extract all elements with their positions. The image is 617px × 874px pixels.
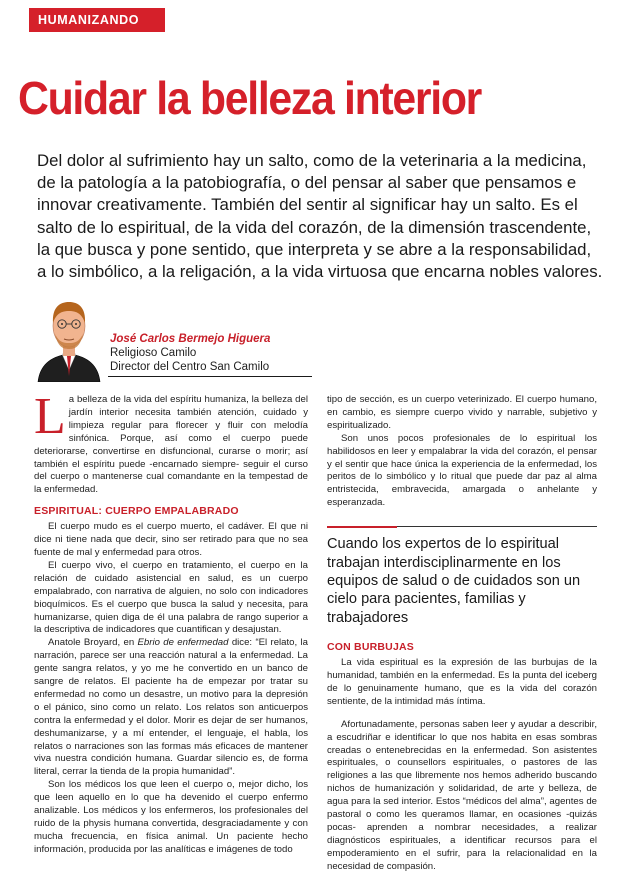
author-portrait: [34, 290, 104, 382]
article-title: Cuidar la belleza interior: [18, 72, 482, 124]
paragraph: tipo de sección, es un cuerpo veterinizado. El cuerpo humano, en cambio, es siempre cuerpo vivido y narrable, subjetivo y espiritualizado.: [327, 394, 597, 431]
paragraph: La vida espiritual es la expresión de las burbujas de la humanidad, también en la enfermedad. Es la punta del iceberg de lo genuinamente humano, que es la vida del corazón sentiente, de la intimidad más íntima.: [327, 657, 597, 707]
author-position: Director del Centro San Camilo: [110, 361, 270, 373]
subheading: ESPIRITUAL: CUERPO EMPALABRADO: [34, 505, 239, 518]
author-divider: [108, 376, 312, 377]
paragraph: Son unos pocos profesionales de lo espiritual los habilidosos en leer y empalabrar la vida del corazón, el pensar y el sentir que hace única la experiencia de la enfermedad, los peritos de lo simbólico y lo ritual que puede dar paz al alma entristecida, embravecida, amargada o anhelante y esperanzada.: [327, 432, 597, 509]
pull-quote: Cuando los expertos de lo espiritual trabajan interdisciplinarmente en los equipos de salud o de cuidados son un cielo para pacientes, familias y trabajadores: [327, 526, 597, 627]
paragraph: El cuerpo mudo es el cuerpo muerto, el cadáver. El que ni dice ni tiene nada que decir, sino ser retirado para que no sea fuente de mal y enfermedad para otros.: [34, 521, 308, 558]
book-title: Ebrio de enfermedad: [137, 637, 229, 649]
paragraph: La belleza de la vida del espíritu humaniza, la belleza del jardín interior necesita también atención, cuidado y limpieza regular para florecer y fluir con melodía sinfónica. Porque, así como el cuerpo puede deteriorarse, convertirse en disfuncional, curarse o morir; así también el espíritu puede -encarnado siempre- seguir el curso del cuerpo o mantenerse cual comandante en la tempestad de la enfermedad.: [34, 388, 308, 496]
paragraph: Anatole Broyard, en Ebrio de enfermedad dice: “El relato, la narración, parece ser una reacción natural a la enfermedad. La gente sangra relatos, y yo me he convertido en un banco de sangre de relatos. El paciente ha de empezar por tratar su enfermedad no como un desastre, un motivo para la depresión o el pánico, sino como un relato. Los relatos son anticuerpos contra la enfermedad y el dolor. Morir es dejar de ser humanos, deshumanizarse, y a mí entender, el lenguaje, el habla, los relatos o narraciones son las formas más eficaces de mantener viva nuestra condición humana. Guardar silencio es, de forma literal, cerrar la tienda de la propia humanidad”.: [34, 637, 308, 778]
body-column-right: [327, 394, 597, 874]
author-byline: [110, 332, 320, 374]
lead-paragraph: Del dolor al sufrimiento hay un salto, como de la veterinaria a la medicina, de la patología a la patobiografía, o del pensar al saber que pensamos e innovar creativamente. También del sentir al significar hay un salto. Es el salto de lo espiritual, de la vida del corazón, de la dimensión trascendente, la que busca y pone sentido, que interpreta y se abre a la responsabilidad, a lo simbólico, a la religación, a la vida virtuosa que encarna nobles valores.: [37, 151, 603, 282]
section-tag: HUMANIZANDO: [29, 8, 165, 32]
body-column-left: [34, 388, 308, 857]
author-role: Religioso Camilo: [110, 347, 197, 359]
paragraph: Afortunadamente, personas saben leer y ayudar a describir, a escudriñar e identificar lo que nos habita en esas sombras creadas o entenebrecidas en la enfermedad. Son asistentes espirituales, o counsellors espirituales, o pastores de las religiones a las que libremente nos hemos adherido buscando nichos de humanización y solidaridad, de arte y belleza, de agua para la sed interior. Estos “médicos del alma”, agentes de pastoral o como les queramos llamar, en ocasiones -quizás pocas- aprenden a nombrar necesidades, a realizar diagnósticos espirituales, a identificar recursos para el empoderamiento en el sufrir, para la relacionalidad en la necesidad de compasión.: [327, 718, 597, 872]
subheading: CON BURBUJAS: [327, 641, 414, 654]
paragraph: Son los médicos los que leen el cuerpo o, mejor dicho, los que leen aquello en lo que ha devenido el cuerpo enfermo analizable. Los médicos y los enfermeros, los profesionales del ruido de la physis humana convertida, desgraciadamente y con mucha frecuencia, en física animal. Un paciente hecho información, producida por las analíticas e imágenes de todo: [34, 779, 308, 855]
drop-cap: L: [34, 388, 66, 445]
author-name: José Carlos Bermejo Higuera: [110, 333, 271, 345]
paragraph: El cuerpo vivo, el cuerpo en tratamiento, el cuerpo en la relación de cuidado asistencial en salud, es un cuerpo empalabrado, con narrativa de alguien, no solo con indicadores bioquímicos. Es el cuerpo que busca la salud y necesita, para humanizarse, quien diga de él una palabra de rango superior a la descriptiva de indicadores que cuantifican y desajustan.: [34, 559, 308, 636]
